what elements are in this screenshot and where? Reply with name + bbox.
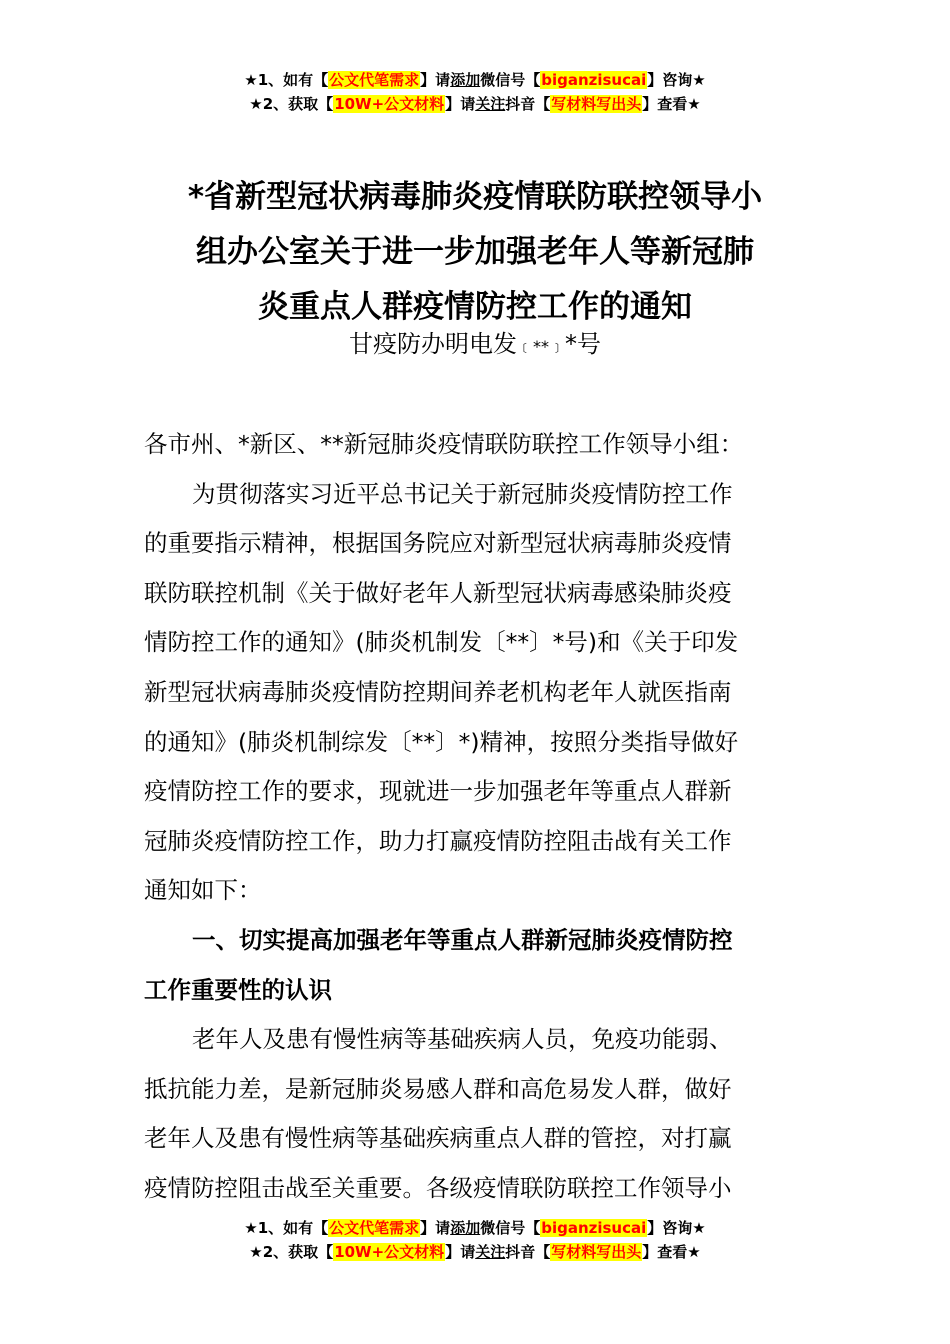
- title-line: 组办公室关于进一步加强老年人等新冠肺: [196, 234, 754, 270]
- paragraph-line: 疫情防控阻击战至关重要。各级疫情联防联控工作领导小: [144, 1173, 732, 1202]
- paragraph-line: 新型冠状病毒肺炎疫情防控期间养老机构老年人就医指南: [144, 677, 732, 706]
- banner-highlight: biganzisucai: [541, 71, 647, 89]
- doc-number-prefix: 甘疫防办明电发: [348, 330, 517, 358]
- banner-text: ★1、如有【: [244, 71, 329, 89]
- paragraph-line: 疫情防控工作的要求，现就进一步加强老年等重点人群新: [144, 777, 732, 806]
- paragraph-line: 的通知》(肺炎机制综发〔**〕*)精神，按照分类指导做好: [144, 727, 739, 756]
- banner-text: 】请: [420, 1219, 451, 1237]
- salutation: [144, 420, 806, 470]
- document-body: [144, 420, 806, 1214]
- paragraph-line: 的重要指示精神，根据国务院应对新型冠状病毒肺炎疫情: [144, 529, 732, 558]
- top-banner: [0, 68, 950, 116]
- banner-line-2: [0, 1240, 950, 1264]
- banner-underlined-text: 添加: [450, 1219, 481, 1237]
- paragraph-line: 联防联控机制《关于做好老年人新型冠状病毒感染肺炎疫: [144, 578, 732, 607]
- title-line: 炎重点人群疫情防控工作的通知: [258, 289, 692, 325]
- salutation-text: 各市州、*新区、**新冠肺炎疫情联防联控工作领导小组：: [144, 430, 744, 458]
- doc-number-year: ﹝**﹞: [516, 337, 565, 356]
- doc-number-suffix: *号: [565, 330, 601, 358]
- banner-text: ★2、获取【: [249, 1243, 334, 1261]
- paragraph-line: 为贯彻落实习近平总书记关于新冠肺炎疫情防控工作: [192, 479, 733, 508]
- document-title: [140, 170, 810, 335]
- banner-text: 】请: [420, 71, 451, 89]
- banner-text: 抖音【: [505, 1243, 551, 1261]
- paragraph-line: 抵抗能力差，是新冠肺炎易感人群和高危易发人群，做好: [144, 1074, 732, 1103]
- banner-text: 】请: [445, 1243, 476, 1261]
- banner-highlight: 写材料写出头: [551, 1243, 642, 1261]
- banner-text: 微信号【: [480, 1219, 541, 1237]
- paragraph-line: 冠肺炎疫情防控工作，助力打赢疫情防控阻击战有关工作: [144, 826, 732, 855]
- banner-highlight: 写材料写出头: [551, 95, 642, 113]
- paragraph-line: 老年人及患有慢性病等基础疾病人员，免疫功能弱、: [192, 1025, 733, 1054]
- banner-text: ★2、获取【: [249, 95, 334, 113]
- banner-underlined-text: 关注: [475, 95, 506, 113]
- banner-line-1: [0, 1216, 950, 1240]
- banner-underlined-text: 关注: [475, 1243, 506, 1261]
- paragraph-line: 通知如下：: [144, 876, 262, 905]
- banner-text: 】咨询★: [647, 71, 706, 89]
- banner-highlight: 公文代笔需求: [329, 71, 420, 89]
- document-number: [0, 326, 950, 365]
- banner-line-2: [0, 92, 950, 116]
- paragraph-line: 情防控工作的通知》(肺炎机制发〔**〕*号)和《关于印发: [144, 628, 739, 657]
- banner-text: 】请: [445, 95, 476, 113]
- banner-underlined-text: 添加: [450, 71, 481, 89]
- banner-highlight: 10W+公文材料: [334, 1243, 445, 1261]
- banner-text: 抖音【: [505, 95, 551, 113]
- section-1-heading: [144, 916, 806, 1015]
- banner-text: 】查看★: [642, 1243, 701, 1261]
- paragraph-line: 老年人及患有慢性病等基础疾病重点人群的管控，对打赢: [144, 1124, 732, 1153]
- banner-text: 微信号【: [480, 71, 541, 89]
- banner-highlight: 10W+公文材料: [334, 95, 445, 113]
- banner-text: 】查看★: [642, 95, 701, 113]
- title-line: *省新型冠状病毒肺炎疫情联防联控领导小: [187, 179, 763, 215]
- banner-text: 】咨询★: [647, 1219, 706, 1237]
- bottom-banner: [0, 1216, 950, 1264]
- banner-highlight: biganzisucai: [541, 1219, 647, 1237]
- paragraph-2: [144, 1015, 806, 1213]
- heading-line: 工作重要性的认识: [144, 975, 332, 1004]
- banner-highlight: 公文代笔需求: [329, 1219, 420, 1237]
- banner-line-1: [0, 68, 950, 92]
- heading-line: 一、切实提高加强老年等重点人群新冠肺炎疫情防控: [192, 925, 733, 954]
- paragraph-1: [144, 470, 806, 916]
- banner-text: ★1、如有【: [244, 1219, 329, 1237]
